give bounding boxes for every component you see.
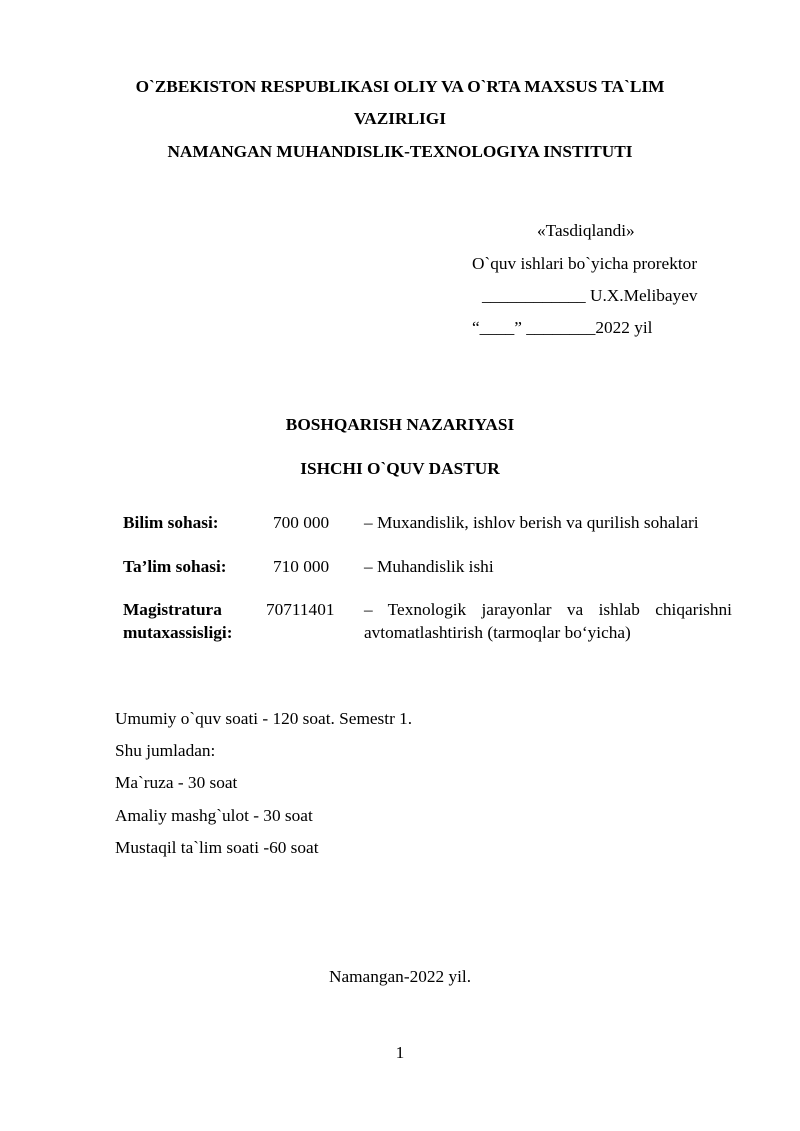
hours-lecture: Ma`ruza - 30 soat (115, 773, 238, 792)
field-code-bilim: 700 000 (273, 513, 330, 532)
subject-title: BOSHQARISH NAZARIYASI (285, 415, 515, 434)
subject-subtitle: ISHCHI O`QUV DASTUR (300, 459, 500, 478)
field-label-magistratura: Magistratura (123, 600, 222, 619)
ministry-title-line1: O`ZBEKISTON RESPUBLIKASI OLIY VA O`RTA MAXSUS TA`LIM (135, 77, 665, 96)
hours-total: Umumiy o`quv soati - 120 soat. Semestr 1. (115, 709, 413, 728)
field-desc-talim: – Muhandislik ishi (364, 557, 494, 576)
approval-signature: ____________ U.X.Melibayev (482, 286, 698, 305)
field-desc-bilim: – Muxandislik, ishlov berish va qurilish sohalari (364, 513, 699, 532)
place-year: Namangan-2022 yil. (328, 967, 472, 986)
hours-including: Shu jumladan: (115, 741, 216, 760)
approval-position: O`quv ishlari bo`yicha prorektor (472, 254, 698, 273)
field-label-mutaxassisligi: mutaxassisligi: (123, 623, 233, 642)
field-code-talim: 710 000 (273, 557, 330, 576)
field-label-bilim: Bilim sohasi: (123, 513, 219, 532)
ministry-title-line2: VAZIRLIGI (354, 109, 446, 128)
approval-date: “____” ________2022 yil (472, 318, 653, 337)
hours-practical: Amaliy mashg`ulot - 30 soat (115, 806, 313, 825)
field-code-magistratura: 70711401 (266, 600, 335, 619)
hours-independent: Mustaqil ta`lim soati -60 soat (115, 838, 319, 857)
institute-title: NAMANGAN MUHANDISLIK-TEXNOLOGIYA INSTITUTI (167, 142, 633, 161)
field-desc-magistratura-line2: avtomatlashtirish (tarmoqlar bo‘yicha) (364, 623, 631, 642)
field-desc-magistratura-line1: – Texnologik jarayonlar va ishlab chiqarishni (364, 600, 732, 619)
field-label-talim: Ta’lim sohasi: (123, 557, 227, 576)
page-number: 1 (395, 1043, 405, 1062)
approval-title: «Tasdiqlandi» (537, 221, 635, 240)
